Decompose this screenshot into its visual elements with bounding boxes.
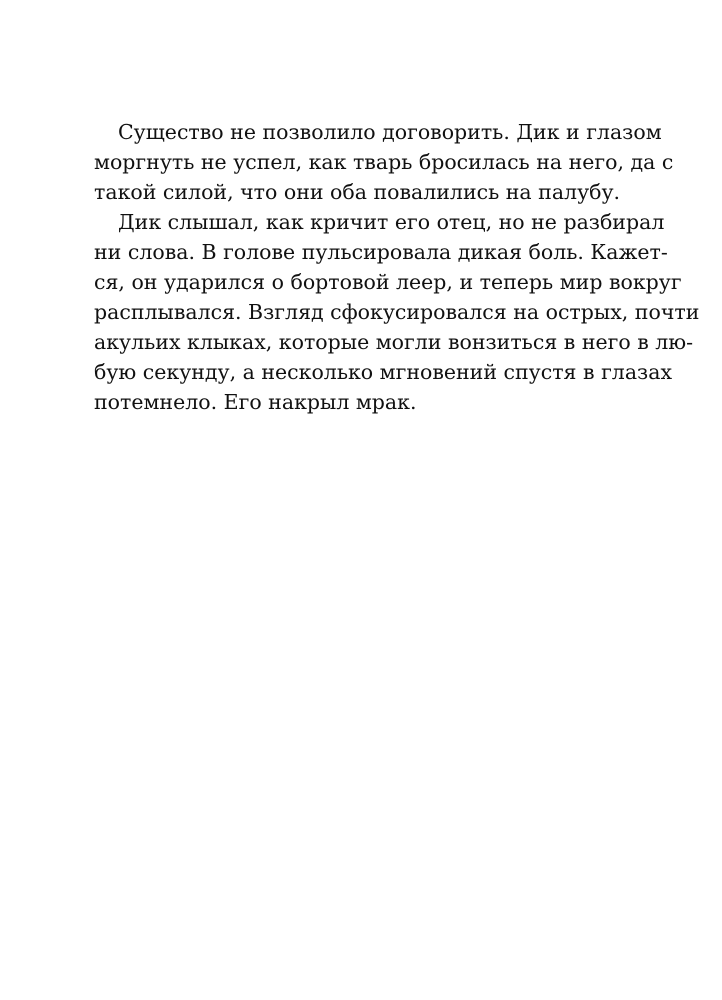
text-line: Дик слышал, как кричит его отец, но не разбирал <box>118 210 665 234</box>
text-line: ся, он ударился о бортовой леер, и теперь мир вокруг <box>94 270 682 294</box>
text-line: такой силой, что они оба повалились на палубу. <box>94 180 621 204</box>
text-line: акульих клыках, которые могли вонзиться в него в лю- <box>94 330 694 354</box>
text-line: Существо не позволило договорить. Дик и глазом <box>118 120 662 144</box>
body-text <box>94 117 700 417</box>
text-line: расплывался. Взгляд сфокусировался на острых, почти <box>94 300 700 324</box>
text-line: моргнуть не успел, как тварь бросилась на него, да с <box>94 150 674 174</box>
text-line: ни слова. В голове пульсировала дикая боль. Кажет- <box>94 240 668 264</box>
paragraph-2 <box>94 207 700 417</box>
text-line: потемнело. Его накрыл мрак. <box>94 390 417 414</box>
paragraph-1 <box>94 117 674 207</box>
text-line: бую секунду, а несколько мгновений спустя в глазах <box>94 360 673 384</box>
